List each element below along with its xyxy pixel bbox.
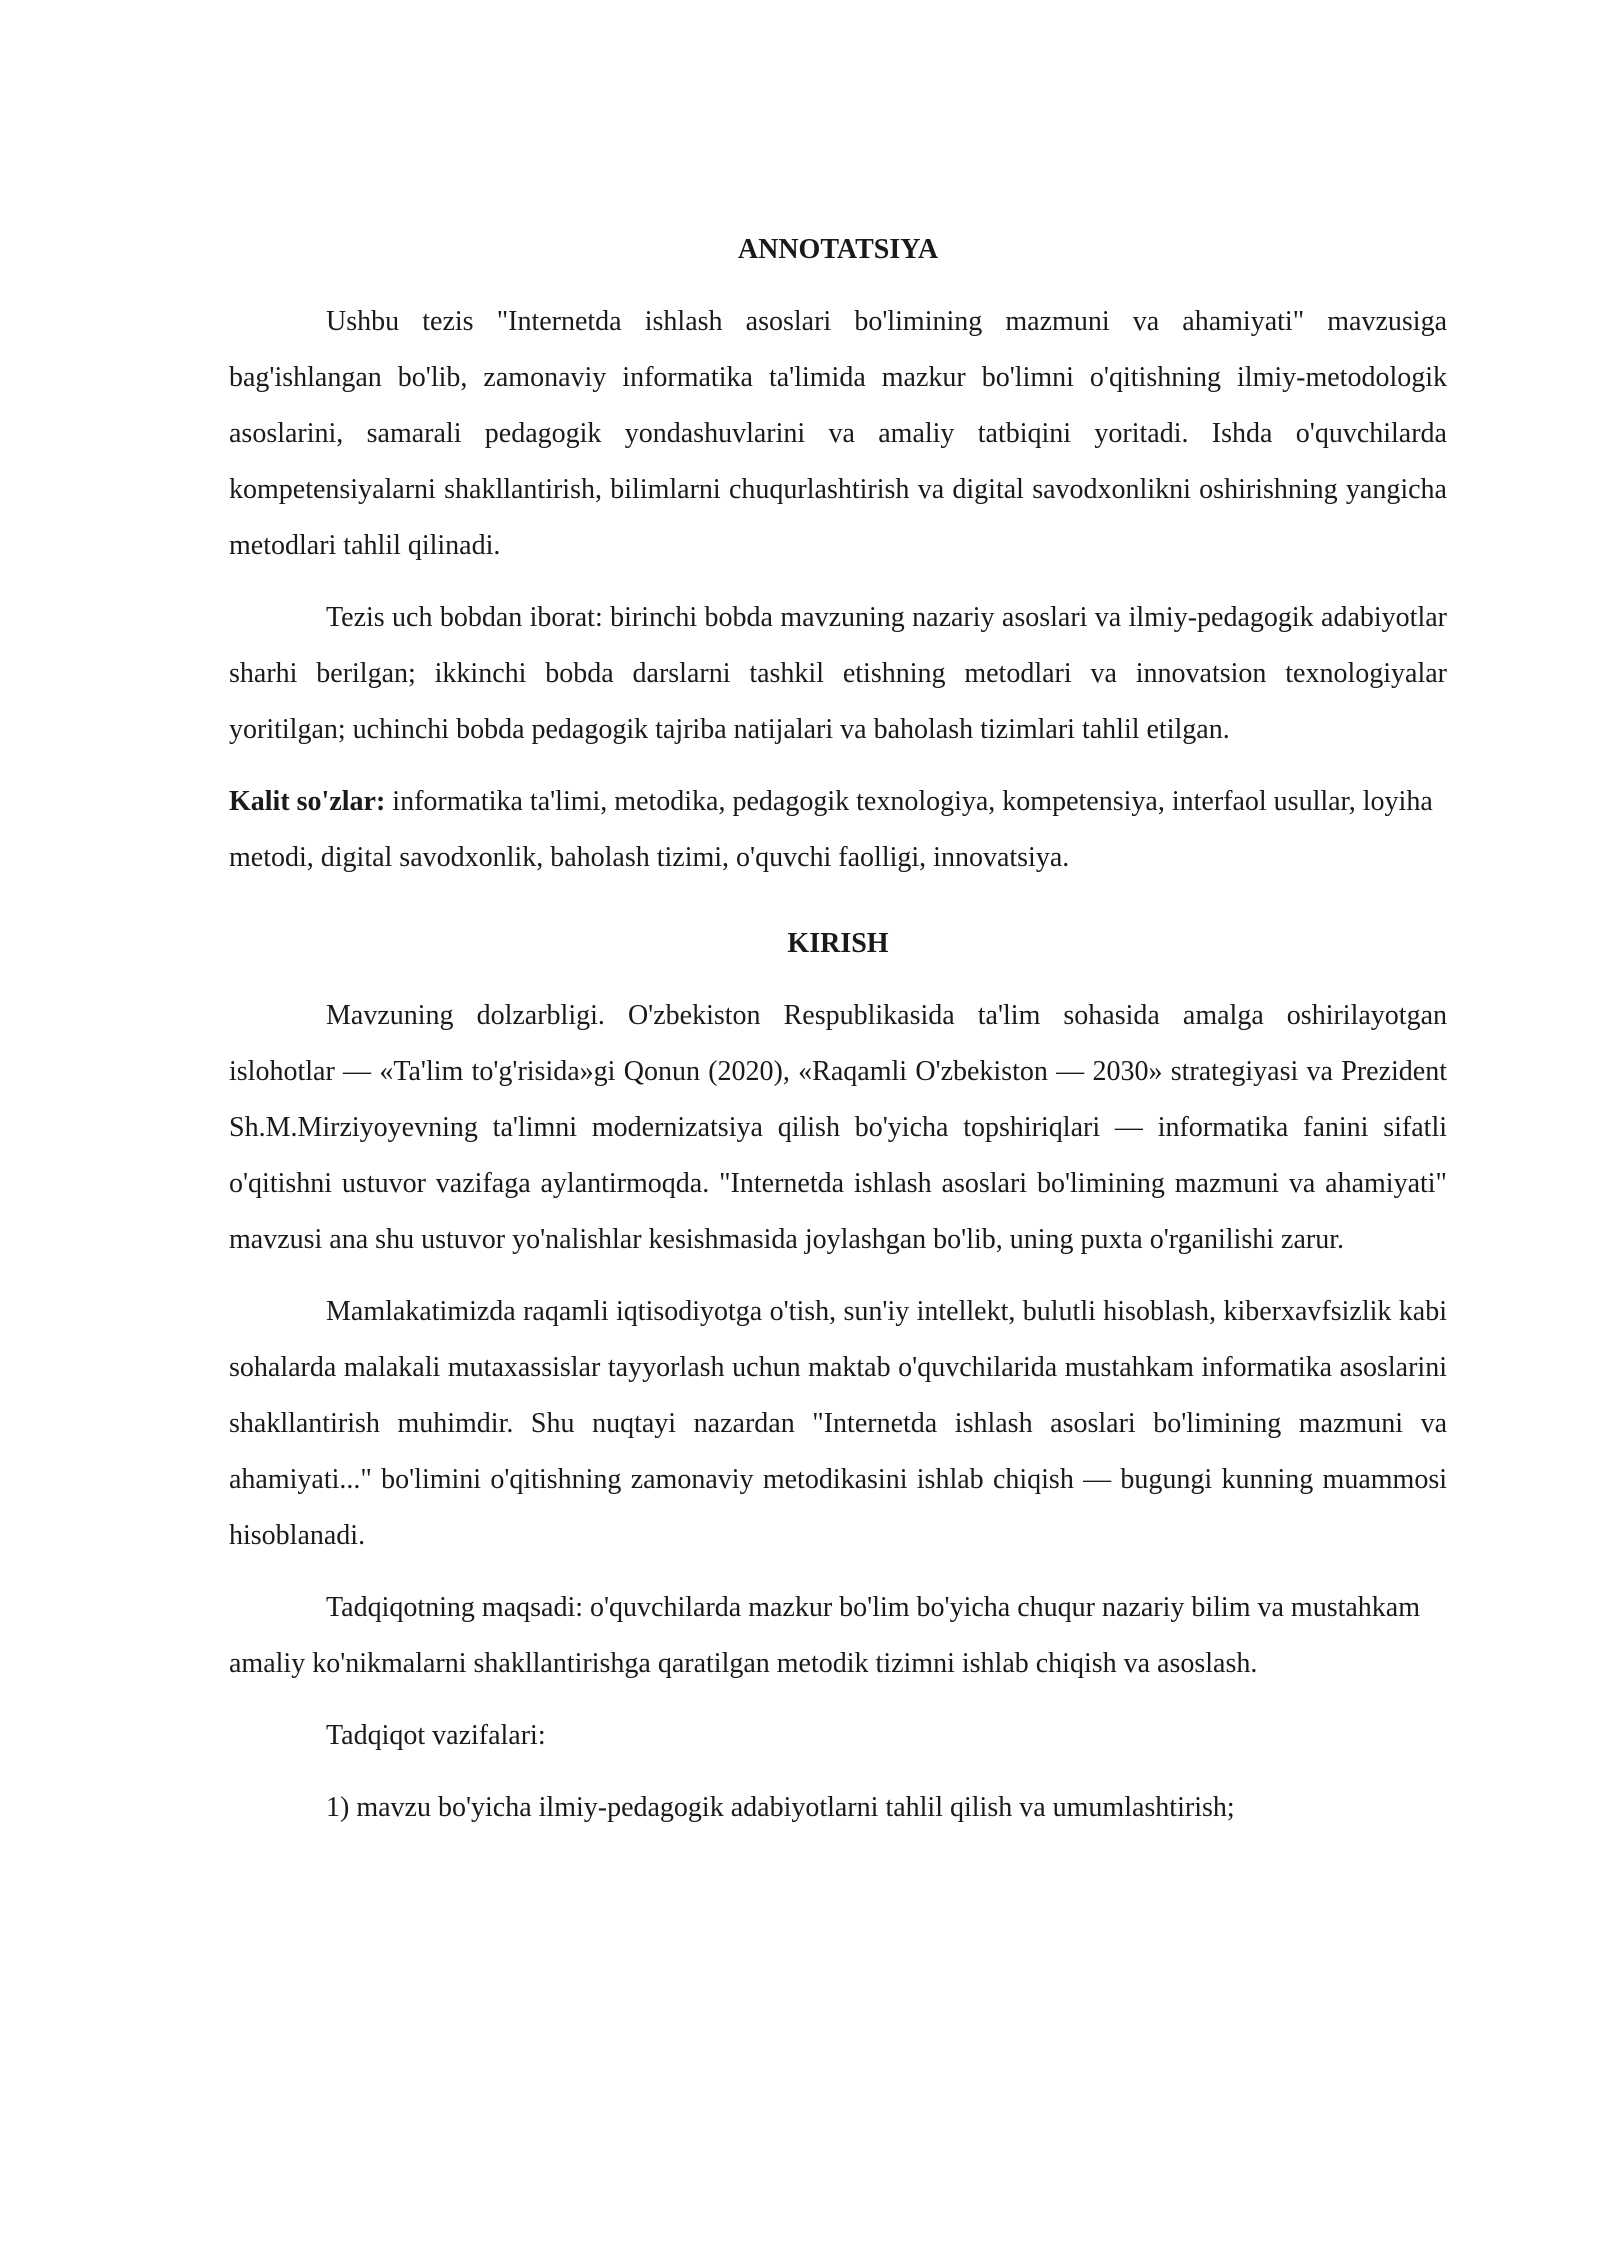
keywords-label: Kalit so'zlar: [229, 786, 386, 817]
tasks-label: Tadqiqot vazifalari: [326, 1720, 546, 1751]
annotation-title: ANNOTATSIYA [737, 234, 939, 265]
intro-paragraph-1: Mavzuning dolzarbligi. O'zbekiston Respublikasida ta'lim sohasida amalga oshirilayotgan islohotlar — «Ta'lim to'g'risida»gi Qonun (2020), «Raqamli O'zbekiston — 2030» strategiyasi va Prezident Sh.M.Mirziyoyevning ta'limni modernizatsiya qilish bo'yicha topshiriqlari — informatika fanini sifatli o'qitishni ustuvor vazifaga aylantirmoqda. "Internetda ishlash asoslari bo'limining mazmuni va ahamiyati" mavzusi ana shu ustuvor yo'nalishlar kesishmasida joylashgan bo'lib, uning puxta o'rganilishi zarur. [229, 1000, 1447, 1255]
keywords-text: informatika ta'limi, metodika, pedagogik texnologiya, kompetensiya, interfaol usullar, loyiha metodi, digital savodxonlik, baholash tizimi, o'quvchi faolligi, innovatsiya. [229, 786, 1433, 873]
intro-title: KIRISH [787, 928, 889, 959]
task-item-1: 1) mavzu bo'yicha ilmiy-pedagogik adabiyotlarni tahlil qilish va umumlashtirish; [326, 1792, 1235, 1823]
annotation-paragraph-2: Tezis uch bobdan iborat: birinchi bobda mavzuning nazariy asoslari va ilmiy-pedagogik adabiyotlar sharhi berilgan; ikkinchi bobda darslarni tashkil etishning metodlari va innovatsion texnologiyalar yoritilgan; uchinchi bobda pedagogik tajriba natijalari va baholash tizimlari tahlil etilgan. [229, 602, 1447, 745]
keywords-paragraph [229, 774, 1447, 886]
intro-paragraph-3: Tadqiqotning maqsadi: o'quvchilarda mazkur bo'lim bo'yicha chuqur nazariy bilim va mustahkam amaliy ko'nikmalarni shakllantirishga qaratilgan metodik tizimni ishlab chiqish va asoslash. [229, 1592, 1421, 1679]
intro-paragraph-2: Mamlakatimizda raqamli iqtisodiyotga o'tish, sun'iy intellekt, bulutli hisoblash, kiberxavfsizlik kabi sohalarda malakali mutaxassislar tayyorlash uchun maktab o'quvchilarida mustahkam informatika asoslarini shakllantirish muhimdir. Shu nuqtayi nazardan "Internetda ishlash asoslari bo'limining mazmuni va ahamiyati..." bo'limini o'qitishning zamonaviy metodikasini ishlab chiqish — bugungi kunning muammosi hisoblanadi. [229, 1296, 1447, 1551]
document-body [229, 222, 1447, 1836]
annotation-paragraph-1: Ushbu tezis "Internetda ishlash asoslari bo'limining mazmuni va ahamiyati" mavzusiga bag'ishlangan bo'lib, zamonaviy informatika ta'limida mazkur bo'limni o'qitishning ilmiy-metodologik asoslarini, samarali pedagogik yondashuvlarini va amaliy tatbiqini yoritadi. Ishda o'quvchilarda kompetensiyalarni shakllantirish, bilimlarni chuqurlashtirish va digital savodxonlikni oshirishning yangicha metodlari tahlil qilinadi. [229, 306, 1447, 561]
